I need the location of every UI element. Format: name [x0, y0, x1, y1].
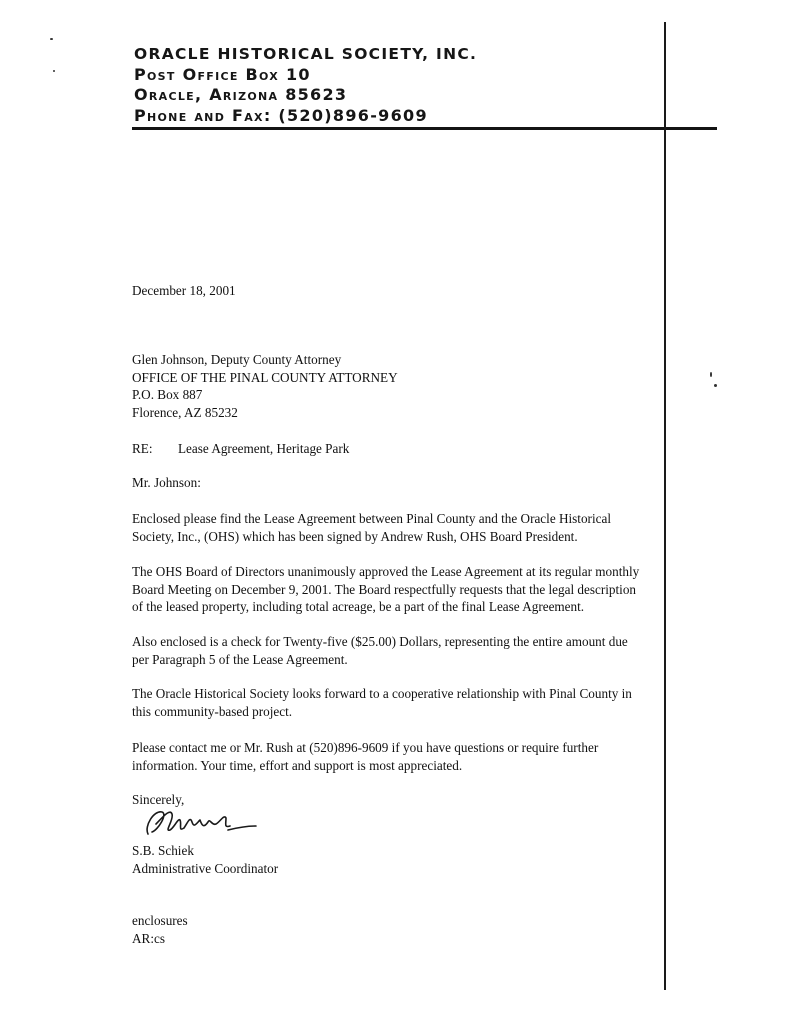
recipient-city: Florence, AZ 85232: [132, 404, 238, 420]
letterhead: [134, 44, 477, 126]
re-label: RE:: [132, 441, 153, 456]
recipient-name: Glen Johnson, Deputy County Attorney: [132, 352, 342, 367]
handwritten-signature: [140, 804, 260, 840]
po-box: Post Office Box 10: [134, 64, 311, 84]
scan-speck: [53, 70, 55, 72]
paragraph-line: Society, Inc., (OHS) which has been signed by Andrew Rush, OHS Board President.: [132, 528, 578, 544]
city-state: Oracle, Arizona 85623: [134, 85, 348, 104]
closing: Sincerely,: [132, 792, 185, 807]
paragraph-line: Enclosed please find the Lease Agreement between Pinal County and the Oracle Historical: [132, 511, 611, 526]
paragraph-line: Please contact me or Mr. Rush at (520)896-9609 if you have questions or require further: [132, 740, 599, 755]
paragraph-line: this community-based project.: [132, 703, 293, 719]
letter-date: December 18, 2001: [132, 283, 236, 298]
recipient-box: P.O. Box 887: [132, 387, 203, 402]
org-name: ORACLE HISTORICAL SOCIETY, INC.: [134, 45, 478, 63]
initials-note: AR:cs: [132, 930, 165, 946]
signer-name: S.B. Schiek: [132, 843, 194, 858]
salutation: Mr. Johnson:: [132, 475, 201, 490]
paragraph-line: per Paragraph 5 of the Lease Agreement.: [132, 651, 348, 667]
paragraph: [132, 685, 632, 720]
enclosures-note: enclosures: [132, 913, 188, 928]
signer-block: [132, 842, 278, 877]
re-subject: Lease Agreement, Heritage Park: [178, 441, 350, 456]
paragraph-line: information. Your time, effort and support is most appreciated.: [132, 757, 463, 773]
paragraph-line: Board Meeting on December 9, 2001. The Board respectfully requests that the legal description: [132, 581, 637, 597]
recipient-address: [132, 351, 398, 421]
paragraph-line: The Oracle Historical Society looks forward to a cooperative relationship with Pinal County in: [132, 686, 632, 701]
paragraph-line: of the leased property, including total acreage, be a part of the final Lease Agreement.: [132, 599, 585, 614]
letterhead-rule: [132, 127, 717, 130]
scan-speck: [714, 384, 717, 387]
recipient-office: OFFICE OF THE PINAL COUNTY ATTORNEY: [132, 369, 398, 385]
phone-fax: Phone and Fax: (520)896-9609: [134, 105, 428, 125]
footer-notes: [132, 912, 188, 947]
paragraph: [132, 563, 639, 616]
scan-speck: [710, 372, 712, 377]
paragraph-line: The OHS Board of Directors unanimously approved the Lease Agreement at its regular monthly: [132, 564, 640, 579]
paragraph: [132, 739, 598, 774]
paragraph-line: Also enclosed is a check for Twenty-five ($25.00) Dollars, representing the entire amount due: [132, 634, 628, 649]
signer-title: Administrative Coordinator: [132, 860, 279, 876]
paragraph: [132, 510, 611, 545]
scan-speck: [50, 38, 53, 40]
paragraph: [132, 633, 628, 668]
scan-vertical-line: [664, 22, 666, 990]
re-line: [132, 440, 349, 457]
